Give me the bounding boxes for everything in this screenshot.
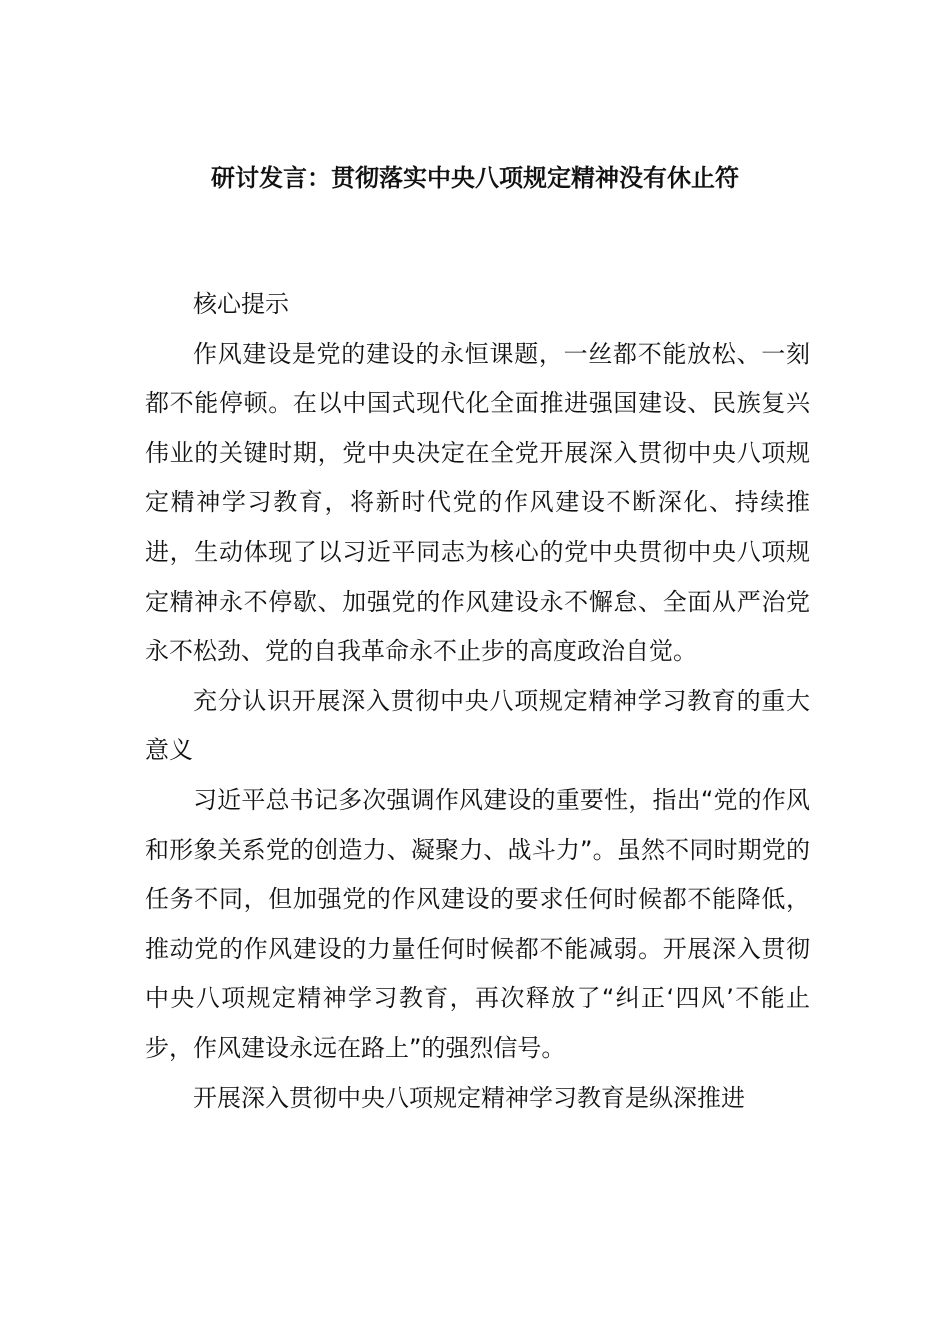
paragraph-intro: 作风建设是党的建设的永恒课题，一丝都不能放松、一刻都不能停顿。在以中国式现代化全面推进强国建设、民族复兴伟业的关键时期，党中央决定在全党开展深入贯彻中央八项规定精神学习教育，将新时代党的作风建设不断深化、持续推进，生动体现了以习近平同志为核心的党中央贯彻中央八项规定精神永不停歇、加强党的作风建设永不懈怠、全面从严治党永不松劲、党的自我革命永不止步的高度政治自觉。 [145, 339, 810, 666]
section-heading-significance: 充分认识开展深入贯彻中央八项规定精神学习教育的重大意义 [145, 686, 810, 765]
paragraph-core-tip: 核心提示 [193, 290, 289, 318]
document-body [145, 280, 810, 1123]
document-title: 研讨发言：贯彻落实中央八项规定精神没有休止符 [211, 164, 739, 192]
paragraph-significance: 习近平总书记多次强调作风建设的重要性，指出“党的作风和形象关系党的创造力、凝聚力、战斗力”。虽然不同时期党的任务不同，但加强党的作风建设的要求任何时候都不能降低，推动党的作风建设的力量任何时候都不能减弱。开展深入贯彻中央八项规定精神学习教育，再次释放了“纠正‘四风’不能止步，作风建设永远在路上”的强烈信号。 [145, 785, 810, 1062]
paragraph-continuation: 开展深入贯彻中央八项规定精神学习教育是纵深推进 [193, 1083, 745, 1112]
